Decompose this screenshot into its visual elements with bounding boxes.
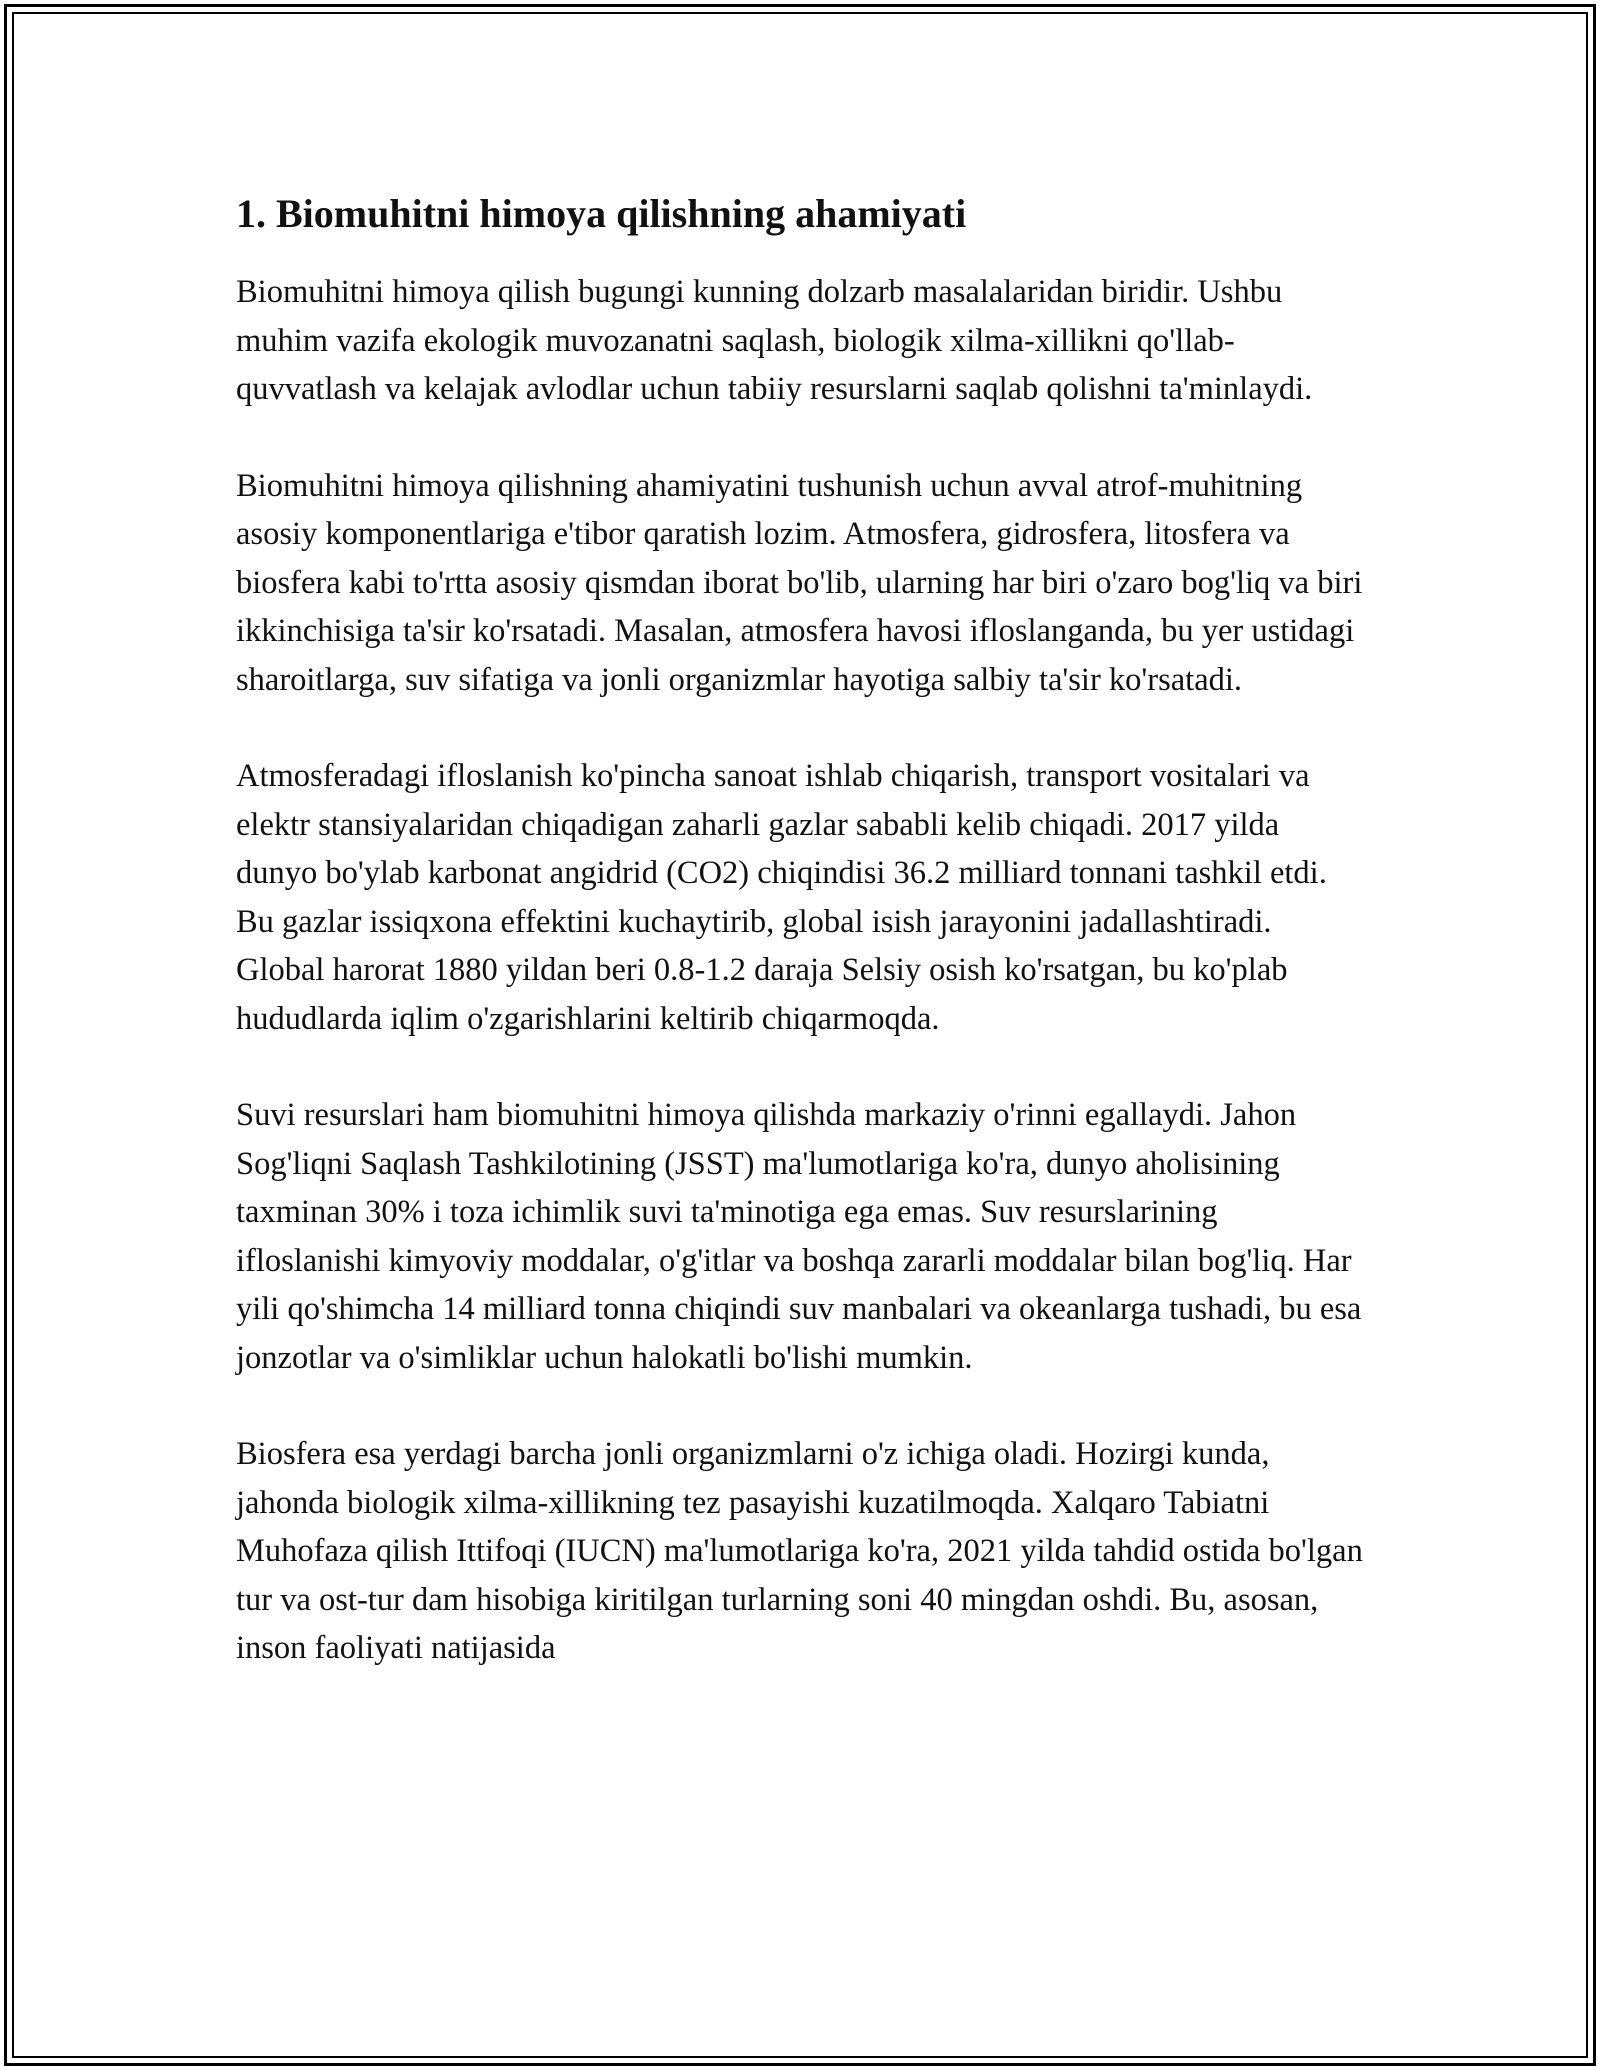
paragraph-components: Biomuhitni himoya qilishning ahamiyatini tushunish uchun avval atrof-muhitning asosiy komponentlariga e'tibor qaratish lozim. Atmosfera, gidrosfera, litosfera va biosfera kabi to'rtta asosiy qismdan iborat bo'lib, ularning har biri o'zaro bog'liq va biri ikkinchisiga ta'sir ko'rsatadi. Masalan, atmosfera havosi ifloslanganda, bu yer ustidagi sharoitlarga, suv sifatiga va jonli organizmlar hayotiga salbiy ta'sir ko'rsatadi. (236, 467, 1363, 698)
paragraph-biosphere: Biosfera esa yerdagi barcha jonli organizmlarni o'z ichiga oladi. Hozirgi kunda, jahonda biologik xilma-xillikning tez pasayishi kuzatilmoqda. Xalqaro Tabiatni Muhofaza qilish Ittifoqi (IUCN) ma'lumotlariga ko'ra, 2021 yilda tahdid ostida bo'lgan tur va ost-tur dam hisobiga kiritilgan turlarning soni 40 mingdan oshdi. Bu, asosan, inson faoliyati natijasida (236, 1436, 1363, 1666)
document-body (236, 186, 1366, 1721)
paragraph-atmosphere: Atmosferadagi ifloslanish ko'pincha sanoat ishlab chiqarish, transport vositalari va elektr stansiyalaridan chiqadigan zaharli gazlar sababli kelib chiqadi. 2017 yilda dunyo bo'ylab karbonat angidrid (CO2) chiqindisi 36.2 milliard tonnani tashkil etdi. Bu gazlar issiqxona effektini kuchaytirib, global isish jarayonini jadallashtiradi. Global harorat 1880 yildan beri 0.8-1.2 daraja Selsiy osish ko'rsatgan, bu ko'plab hududlarda iqlim o'zgarishlarini keltirib chiqarmoqda. (236, 758, 1327, 1037)
paragraph-intro: Biomuhitni himoya qilish bugungi kunning dolzarb masalalaridan biridir. Ushbu muhim vazifa ekologik muvozanatni saqlash, biologik xilma-xillikni qo'llab-quvvatlash va kelajak avlodlar uchun tabiiy resurslarni saqlab qolishni ta'minlaydi. (236, 274, 1313, 407)
paragraph-water: Suvi resurslari ham biomuhitni himoya qilishda markaziy o'rinni egallaydi. Jahon Sog'liqni Saqlash Tashkilotining (JSST) ma'lumotlariga ko'ra, dunyo aholisining taxminan 30% i toza ichimlik suvi ta'minotiga ega emas. Suv resurslarining ifloslanishi kimyoviy moddalar, o'g'itlar va boshqa zararli moddalar bilan bog'liq. Har yili qo'shimcha 14 milliard tonna chiqindi suv manbalari va okeanlarga tushadi, bu esa jonzotlar va o'simliklar uchun halokatli bo'lishi mumkin. (236, 1097, 1362, 1376)
section-heading: 1. Biomuhitni himoya qilishning ahamiyati (236, 191, 967, 236)
